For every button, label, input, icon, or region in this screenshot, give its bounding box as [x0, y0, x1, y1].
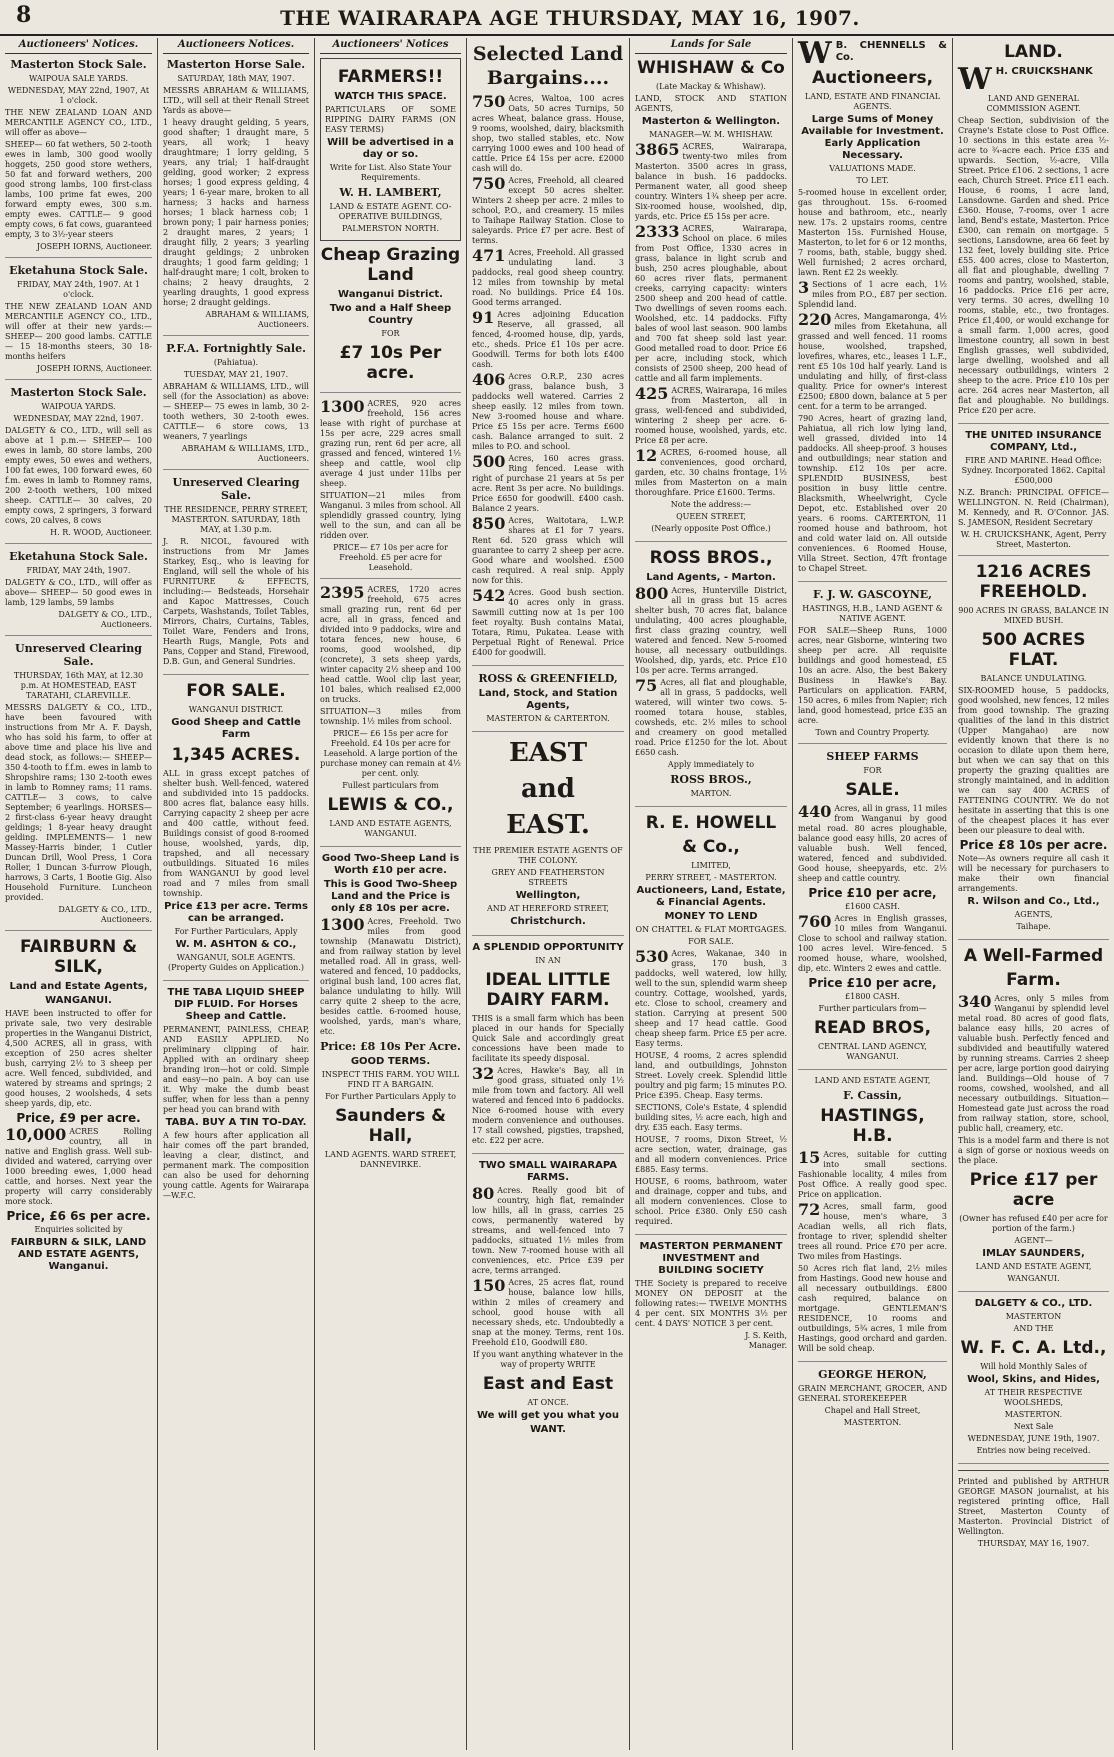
ad-eketahuna-stock-sale: Eketahuna Stock Sale. FRIDAY, MAY 24th, 1907. At 1 o'clock. THE NEW ZEALAND LOAN AND MERCANTILE AGENCY CO., LTD., will offer at their new yards:— SHEEP— 200 good lambs. CATTLE— 15 18-months steers, 30 18-months heifers JOSEPH IORNS, Auctioneer.: [5, 264, 152, 380]
ad-cheap-grazing-land: Cheap Grazing Land Wanganui District. Two and a Half Sheep Country FOR £7 10s Per acre.: [320, 245, 461, 393]
column-7: [953, 38, 1114, 1750]
ad-masterton-horse-sale: Masterton Horse Sale. SATURDAY, 18th MAY, 1907. MESSRS ABRAHAM & WILLIAMS, LTD., will sell at their Renall Street Yards as above— 1 heavy draught gelding, 5 years, good shafter; 1 draught mare, 5 years, all work; 1 heavy draughtmare; 1 lorry gelding, 5 years, any trial; 1 half-draught gelding, good worker; 2 express horses; 1 good express gelding, 4 years; 1 6-year mare, broken to all harness; 3 hacks and harness horses; 1 black harness cob; 1 brown pony; 1 pair harness ponies; 2 draught mares, 2 years; 1 draught filly, 2 years; 3 yearling draught geldings; 2 unbroken draughts; 1 good farm gelding; 1 half-draught mare; 1 colt, broken to chains; 2 heavy draughts, 2 yearling draughts, 1 good express horse; 2 draught geldings. ABRAHAM & WILLIAMS, Auctioneers.: [163, 58, 309, 336]
section-header: Auctioneers' Notices.: [5, 38, 152, 54]
column-6: [793, 38, 953, 1750]
masthead-title: THE WAIRARAPA AGE THURSDAY, MAY 16, 1907.: [280, 6, 860, 30]
ad-selected-land: Selected Land Bargains.... 750 Acres, Waltoa, 100 acres Oats, 50 acres Turnips, 50 acres Wheat, balance grass. House, 9 rooms, woolshed, dairy, blacksmith shop, two stalled stables, etc. Now carrying 1000 ewes and 100 head of cattle. Price £4 15s per acre. £2000 cash will do. 750 Acres, Freehold, all cleared except 50 acres shelter. Winters 2 sheep per acre. 2 miles to school, P.O., and creamery. 15 miles to Taihape Railway Station. Close to saleyards. Price £7 per acre. Best of terms. 471 Acres, Freehold. All grassed undulating land. 3 paddocks, real good sheep country. 12 miles from township by metal road. No buildings. Price £4 10s. Good terms arranged. 91 Acres adjoining Education Reserve, all grassed, all fenced, 4-roomed house, dip, yards, etc., sheds. Price £1 10s per acre. Goodwill. Terms for both lots £400 cash. 406 Acres O.R.P., 230 acres grass, balance bush, 3 paddocks well watered. Carries 2 sheep easily. 12 miles from town. New 3-roomed house and whare. Price £5 15s per acre. Terms £600 cash. Balance arranged to suit. 2 miles to P.O. and school. 500 Acres, 160 acres grass. Ring fenced. Lease with right of purchase 21 years at 5s per acre. Rent 3s per acre. No buildings. Price £650 for goodwill. £400 cash. Balance 2 years. 850 Acres, Waitotara, L.W.P. shares at £1 for 7 years. Rent 6d. 520 grass which will guarantee to carry 2 sheep per acre. Good whare and woolshed. £500 cash required. A real snip. Apply now for this. 542 Acres. Good bush section. 40 acres only in grass. Sawmill cutting now at 1s per 100 feet royalty. Bush contains Matai, Totara, Rimu, Pukatea. Lease with Perpetual Right of Renewal. Price £400 for goodwill.: [472, 42, 624, 666]
ad-eketahuna-stock-sale-2: Eketahuna Stock Sale. FRIDAY, MAY 24th, 1907. DALGETY & CO., LTD., will offer as above— SHEEP— 50 good ewes in lamb, 129 lambs, 59 lambs DALGETY & CO., LTD., Auctioneers.: [5, 550, 152, 636]
ad-cruickshank: LAND. W H. CRUICKSHANK LAND AND GENERAL COMMISSION AGENT. Cheap Section, subdivision of the Crayne's Estate close to Post Office. 10 sections in this estate area ½-acre to ¾-acre each. Price £35 and upwards. Section, ½-acre, Villa Street. Price £106. 2 sections, 1 acre each, Church Street. Price £11 each. House, 6 rooms, 1 acre land, Lansdowne. Garden and shed. Price £360. House, 7-rooms, over 1 acre land, Bend's estate, Masterton. Price £300, can remain on mortgage. 5 sections, Lansdowne, area 66 feet by 132 feet, lovely building site. Price £55. 400 acres, close to Masterton, all flat and ploughable, dwelling 7 rooms and pantry, woolshed, stable, 16 paddocks. Price £16 per acre, very terms. 30 acres, dwelling 10 rooms, stable, etc., two frontages. Price £1,400, or would exchange for a small farm. 1,000 acres, good limestone country, all sown in best English grasses, well subdivided, large dwelling, woolshed and all necessary outbuildings, winters 2 sheep to the acre. Price £10 10s per acre. 264 acres near Masterton, all flat and ploughable. No buildings. Price £20 per acre.: [958, 42, 1109, 424]
imprint: Printed and published by ARTHUR GEORGE MASON journalist, at his registered printing office, Hall Street, Masterton County of Masterton. Provincial District of Wellington. THURSDAY, MAY 16, 1907.: [958, 1470, 1109, 1554]
ad-well-farmed-farm: A Well-Farmed Farm. 340 Acres, only 5 miles from Wanganui by splendid level metal road. 80 acres of good flats, balance easy hills, 20 acres of valuable bush. Perfectly fenced and subdivided and beautifully watered by running streams. Carries 2 sheep per acre, large portion good dairying land. Buildings—Old house of 7 rooms, cowshed, woolshed, and all necessary outbuildings. Situation—Homestead gate just across the road from railway station, store, school, public hall, creamery, etc. This is a model farm and there is not a sign of gorse or noxious weeds on the place. Price £17 per acre (Owner has refused £40 per acre for portion of the farm.) AGENT— IMLAY SAUNDERS, LAND AND ESTATE AGENT, WANGANUI.: [958, 946, 1109, 1292]
ad-farmers: FARMERS!! WATCH THIS SPACE. PARTICULARS OF SOME RIPPING DAIRY FARMS (ON EASY TERMS) Will be advertised in a day or so. Write for List. Also State Your Requirements. W. H. LAMBERT, LAND & ESTATE AGENT. CO-OPERATIVE BUILDINGS, PALMERSTON NORTH.: [320, 58, 461, 241]
ad-1216-acres-freehold: 1216 ACRES FREEHOLD. 900 ACRES IN GRASS, BALANCE IN MIXED BUSH. 500 ACRES FLAT. BALANCE UNDULATING. SIX-ROOMED house, 5 paddocks, good woolshed, new fences, 12 miles from good township. The grazing qualities of the land in this district (Upper Mangahao) are now evidently known that there is no occasion to dilate upon them here, but when we can say that on this property the grazing qualities are strongly maintained, and in addition we can say 400 ACRES of FATTENING COUNTRY. We do not hesitate in asserting that this is one of the cheapest places it has ever been our pleasure to deal with. Price £8 10s per acre. Note—As owners require all cash it will be necessary for purchasers to make their own financial arrangements. R. Wilson and Co., Ltd., AGENTS, Taihape.: [958, 562, 1109, 940]
column-4: [467, 38, 630, 1750]
ad-ross-greenfield: ROSS & GREENFIELD, Land, Stock, and Station Agents, MASTERTON & CARTERTON.: [472, 672, 624, 732]
ad-chennells: W B. CHENNELLS & Co. Auctioneers, LAND, ESTATE AND FINANCIAL AGENTS. Large Sums of Money Available for Investment. Early Application Necessary. VALUATIONS MADE. TO LET. 5-roomed house in excellent order, gas throughout. 15s. 6-roomed house and bathroom, etc., nearly new. 17s. 2 upstairs rooms, centre Masterton 15s. Furnished House, Masterton, to let for 6 or 12 months, 7 rooms, bath, stable, buggy shed. Well furnished; 2 acres orchard, lawn. Rent £2 2s weekly. 3 Sections of 1 acre each, 1½ miles from P.O., £87 per section. Splendid land. 220 Acres, Mangamaronga, 4½ miles from Eketahuna, all grassed and well fenced. 11 rooms house, woolshed, trapshed, lovefires, whares, etc., leases 1 L.F., rent £5 10s 10d half yearly. Land is undulating and hilly, of first-class quality. Price for owner's interest £2500; £800 down, balance at 5 per cent. for a term to be arranged. 790 Acres, heart of grazing land, Pahiatua, all rich low lying land, well grassed, divided into 14 paddocks. All sheep-proof. 3 houses and outbuildings; near station and township. £12 10s per acre. SPLENDID BUSINESS, best position in busy little centre. Blacksmith, Wheelwright, Cycle Depot, etc. Established over 20 years. 6 rooms. CARTERTON, 11 roomed house and bathroom, hot and cold water laid on. All outside conveniences. 6 Roomed House, Villa Street. Section, 47ft frontage to Chapel Street.: [798, 40, 947, 582]
ad-cassin-hastings: LAND AND ESTATE AGENT, F. Cassin, HASTINGS, H.B. 15 Acres, suitable for cutting into small sections. Fashionable locality, 4 miles from Post Office. A really good spec. Price on application. 72 Acres, small farm, good house, men's whare, 3 Acadian wells, all rich flats, frontage to river, splendid shelter trees all round. Price £70 per acre. Two miles from Hastings. 50 Acres rich flat land, 2½ miles from Hastings. Good new house and all necessary outbuildings. £800 cash required, balance on mortgage. GENTLEMAN'S RESIDENCE, 10 rooms and outbuildings, 5¾ acres, 1 mile from Hastings, good orchard and garden. Will be sold cheap.: [798, 1076, 947, 1362]
ad-george-heron: GEORGE HERON, GRAIN MERCHANT, GROCER, AND GENERAL STOREKEEPER Chapel and Hall Street, MASTERTON.: [798, 1368, 947, 1427]
ad-whishaw: WHISHAW & Co (Late Mackay & Whishaw). LAND, STOCK AND STATION AGENTS, Masterton & Wellington. MANAGER—W. M. WHISHAW. 3865 ACRES, Wairarapa, twenty-two miles from Masterton. 3500 acres in grass, balance in bush. 16 paddocks. Permanent water, all good sheep country. Winters 1¾ sheep per acre. Six-roomed house, woolshed, dip, yards, etc. Price £5 15s per acre. 2333 ACRES, Wairarapa, School on place. 6 miles from Post Office, 1330 acres in grass, balance in light scrub and bush, 250 acres ploughable, about 60 acres river flats, permanent creeks, carrying capacity: winters 2500 sheep and 200 head of cattle. Two dwellings of seven rooms each. Woolshed, etc. 14 paddocks. Fifty bales of wool last season. 900 lambs and 700 fat sheep sold last year. Good metalled road to door. Price £6 per acre, including stock, which consists of 2500 sheep, 200 head of cattle and all farm implements. 425 ACRES, Wairarapa, 16 miles from Masterton, all in grass, well-fenced and subdivided, wintering 2 sheep per acre. 6-roomed house, woolshed, yards, etc. Price £8 per acre. 12 ACRES, 6-roomed house, all conveniences, good orchard, garden, etc. 30 chains frontage, 1½ miles from Masterton on a main thoroughfare. Price £1600. Terms. Note the address:— QUEEN STREET, (Nearly opposite Post Office.): [635, 58, 787, 542]
column-3: Auctioneers' Notices FARMERS!! WATCH THIS SPACE. PARTICULARS OF SOME RIPPING DAIRY FARMS (ON EASY TERMS) Will be advertised in a day or so. Write for List. Also State Your Requirements. W. H. LAMBERT, LAND & ESTATE AGENT. CO-OPERATIVE BUILDINGS, PALMERSTON NORTH. Cheap Grazing Land Wanganui District. Two and a Half Sheep Country FOR £7 10s Per acre. 1300 ACRES, 920 acres freehold, 156 acres lease with right of purchase at 15s per acre, 229 acres small grazing run, rent 6d per acre, all grassed and fenced, wintered 1½ sheep and cattle, wool clip average 4 just under 11lbs per sheep. SITUATION—21 miles from Wanganui. 3 miles from school. All splendidly grassed country, lying well to the sun, and can all be ridden over. PRICE— £7 10s per acre for Freehold. £5 per acre for Leasehold. 2395 ACRES, 1720 acres freehold, 675 acres small grazing run, rent 6d per acre, all in grass, fenced and divided into 9 paddocks, wire and totara fences, new house, 6 rooms, good woolshed, dip (concrete), 3 sets sheep yards, winter capacity 2½ sheep and 100 head cattle. Wool clip last year, 101 bales, which realised £2,000 on trucks. SITUATION—3 miles from township. 1½ miles from school. PRICE— £6 15s per acre for Freehold. £4 10s per acre for Leasehold. A large portion of the purchase money can remain at 4½ per cent. only. Fullest particulars from LEWIS & CO., LAND AND ESTATE AGENTS, WANGANUI. Good Two-Sheep Land is Worth £10 per acre. This is Good Two-Sheep Land and the Price is only £8 10s per acre. 1300 Acres, Freehold. Two miles from good township (Manawatu District), and from railway station by level metalled road. All in grass, well-watered and fenced, 10 paddocks, original bush land, 100 acres flat, balance undulating to hilly. Will carry quite 2 sheep to the acre, besides cattle. 6-roomed house, woolshed, yards, man's whare, etc. Price: £8 10s Per Acre. GOOD TERMS. INSPECT THIS FARM. YOU WILL FIND IT A BARGAIN. For Further Particulars Apply to Saunders & Hall, LAND AGENTS. WARD STREET, DANNEVIRKE.: [315, 38, 467, 1750]
ad-1300-acres: 1300 ACRES, 920 acres freehold, 156 acres lease with right of purchase at 15s per acre, 229 acres small grazing run, rent 6d per acre, all grassed and fenced, wintered 1½ sheep and cattle, wool clip average 4 just under 11lbs per sheep. SITUATION—21 miles from Wanganui. 3 miles from school. All splendidly grassed country, lying well to the sun, and can all be ridden over. PRICE— £7 10s per acre for Freehold. £5 per acre for Leasehold.: [320, 399, 461, 579]
ad-ross-bros: ROSS BROS., Land Agents, - Marton. 800 Acres, Hunterville District, all in grass but 15 acres shelter bush, 70 acres flat, balance undulating, 400 acres ploughable, first class grazing country, well watered and fenced. New 5-roomed house, all necessary outbuildings. Woolshed, dip, yards, etc. Price £10 10s per acre. Terms arranged. 75 Acres, all flat and ploughable, all in grass, 5 paddocks, well watered, will winter two cows. 5-roomed totara house, stables, cowsheds, etc. 2½ miles to school and creamery on good metalled road. Price £1250 for the lot. About £650 cash. Apply immediately to ROSS BROS., MARTON.: [635, 548, 787, 807]
column-1: [0, 38, 158, 1750]
ad-unreserved-clearing-sale: Unreserved Clearing Sale. THURSDAY, 16th MAY, at 12.30 p.m. At HOMESTEAD, EAST TARATAHI, CLAREVILLE. MESSRS DALGETY & CO., LTD., have been favoured with instructions from Mr A. F. Daysh, who has sold his farm, to offer at above time and place his live and dead stock, as follows:— SHEEP— 350 4-tooth to f.f.m. ewes in lamb to Shropshire rams; 130 2-tooth ewes in lamb to Romney rams; 11 rams. CATTLE— 3 cows, to calve September; 6 yearlings. HORSES— 2 first-class 6-year heavy draught geldings; 1 8-year heavy draught gelding. IMPLEMENTS— 1 new Massey-Harris binder, 1 Cutler Duncan Drill, Wool Press, 1 Cora Roller, 1 Duncan 3-furrow Plough, harrows, 3 Carts, 1 Bootie Gig. Also Household Furniture. Luncheon provided. DALGETY & CO., LTD., Auctioneers.: [5, 642, 152, 931]
column-2: Auctioneers Notices. Masterton Horse Sale. SATURDAY, 18th MAY, 1907. MESSRS ABRAHAM & WILLIAMS, LTD., will sell at their Renall Street Yards as above— 1 heavy draught gelding, 5 years, good shafter; 1 draught mare, 5 years, all work; 1 heavy draughtmare; 1 lorry gelding, 5 years, any trial; 1 half-draught gelding, good worker; 2 express horses; 1 good express gelding, 4 years; 1 6-year mare, broken to all harness; 3 hacks and harness horses; 1 black harness cob; 1 brown pony; 1 pair harness ponies; 2 draught mares, 2 years; 1 draught filly, 2 years; 3 yearling draught geldings; 2 unbroken draughts; 1 good farm gelding; 1 half-draught mare; 1 colt, broken to chains; 2 heavy draughts, 2 yearling draughts, 1 good express horse; 2 draught geldings. ABRAHAM & WILLIAMS, Auctioneers. P.F.A. Fortnightly Sale. (Pahiatua). TUESDAY, MAY 21, 1907. ABRAHAM & WILLIAMS, LTD., will sell (for the Association) as above:— SHEEP— 75 ewes in lamb, 30 2-tooth wethers, 30 2-tooth ewes. CATTLE— 6 store cows, 13 weaners, 7 yearlings ABRAHAM & WILLIAMS, LTD., Auctioneers. Unreserved Clearing Sale. THE RESIDENCE, PERRY STREET, MASTERTON. SATURDAY, 18th MAY, at 1.30 p.m. J. R. NICOL, favoured with instructions from Mr James Starkey, Esq., who is leaving for England, will sell the whole of his FURNITURE & EFFECTS, including:— Bedsteads, Horsehair and Kapoc Mattresses, Couch Carpets, Washstands, Toilet Tables, Mirrors, Chairs, Curtains, Tables, Toilet Ware, Fenders and Irons, Hearth Rugs, Mangle, Pots and Pans, Copper and Stand, Firewood, D.B. Gun, and General Sundries. FOR SALE. WANGANUI DISTRICT. Good Sheep and Cattle Farm 1,345 ACRES. ALL in grass except patches of shelter bush. Well-fenced, watered and subdivided into 15 paddocks. 800 acres flat, balance easy hills. Carrying capacity 2 sheep per acre and 400 cattle, without feed. Buildings consist of good 8-roomed house, woolshed, yards, dip, trapshed, and all necessary outbuildings. Situated 16 miles from WANGANUI by good level road and 7 miles from small township. Price £13 per acre. Terms can be arranged. For Further Particulars, Apply W. M. ASHTON & CO., WANGANUI, SOLE AGENTS. (Property Guides on Application.) THE TABA LIQUID SHEEP DIP FLUID. For Horses Sheep and Cattle. PERMANENT, PAINLESS, CHEAP, AND EASILY APPLIED. No preliminary clipping of hair. Applied with an ordinary sheep branding iron—hot or cold. Simple and easy—no pain. A boy can use it. Why make the dumb beast suffer, when for less than a penny per head you can brand with TABA. BUY A TIN TO-DAY. A few hours after application all hair comes off the part branded, leaving a clear, distinct, and permanent mark. The composition can also be used for dehorning young cattle. Agents for Wairarapa—W.F.C.: [158, 38, 315, 1750]
ad-masterton-stock-sale-2: Masterton Stock Sale. WAIPOUA YARDS. WEDNESDAY, MAY 22nd, 1907. DALGETY & CO., LTD., will sell as above at 1 p.m.— SHEEP— 100 ewes in lamb, 80 store lambs, 200 empty ewes, 50 ewes and wethers, 100 fat ewes, 100 forward ewes, 60 f.m. ewes in lamb to Romney rams, 200 2-tooth wethers, 100 mixed sheep. CATTLE— 30 calves, 20 empty cows, 2 springers, 3 forward cows, 20 calves, 8 cows H. R. WOOD, Auctioneer.: [5, 386, 152, 544]
page-number: 8: [16, 2, 32, 28]
ad-masterton-stock-sale: Masterton Stock Sale. WAIPOUA SALE YARDS. WEDNESDAY, MAY 22nd, 1907, At 1 o'clock. THE NEW ZEALAND LOAN AND MERCANTILE AGENCY CO., LTD., will offer as above— SHEEP— 60 fat wethers, 50 2-tooth ewes in lamb, 300 good woolly hoggets, 250 good store wethers, 50 fat and forward wethers, 200 good strong lambs, 100 first-class lambs, 100 prime fat ewes, 200 forward empty ewes, 300 s.m. empty ewes. CATTLE— 9 good empty cows, 6 fat cows, guaranteed empty, 3 to 3½-year steers JOSEPH IORNS, Auctioneer.: [5, 58, 152, 258]
masthead: [0, 0, 1114, 36]
column-5: Lands for Sale WHISHAW & Co (Late Mackay & Whishaw). LAND, STOCK AND STATION AGENTS, Masterton & Wellington. MANAGER—W. M. WHISHAW. 3865 ACRES, Wairarapa, twenty-two miles from Masterton. 3500 acres in grass, balance in bush. 16 paddocks. Permanent water, all good sheep country. Winters 1¾ sheep per acre. Six-roomed house, woolshed, dip, yards, etc. Price £5 15s per acre. 2333 ACRES, Wairarapa, School on place. 6 miles from Post Office, 1330 acres in grass, balance in light scrub and bush, 250 acres ploughable, about 60 acres river flats, permanent creeks, carrying capacity: winters 2500 sheep and 200 head of cattle. Two dwellings of seven rooms each. Woolshed, etc. 14 paddocks. Fifty bales of wool last season. 900 lambs and 700 fat sheep sold last year. Good metalled road to door. Price £6 per acre, including stock, which consists of 2500 sheep, 200 head of cattle and all farm implements. 425 ACRES, Wairarapa, 16 miles from Masterton, all in grass, well-fenced and subdivided, wintering 2 sheep per acre. 6-roomed house, woolshed, yards, etc. Price £8 per acre. 12 ACRES, 6-roomed house, all conveniences, good orchard, garden, etc. 30 chains frontage, 1½ miles from Masterton on a main thoroughfare. Price £1600. Terms. Note the address:— QUEEN STREET, (Nearly opposite Post Office.) ROSS BROS., Land Agents, - Marton. 800 Acres, Hunterville District, all in grass but 15 acres shelter bush, 70 acres flat, balance undulating, 400 acres ploughable, first class grazing country, well watered and fenced. New 5-roomed house, all necessary outbuildings. Woolshed, dip, yards, etc. Price £10 10s per acre. Terms arranged. 75 Acres, all flat and ploughable, all in grass, 5 paddocks, well watered, will winter two cows. 5-roomed totara house, stables, cowsheds, etc. 2½ miles to school and creamery on good metalled road. Price £1250 for the lot. About £650 cash. Apply immediately to ROSS BROS., MARTON. R. E. HOWELL & Co., LIMITED, PERRY STREET, - MASTERTON. Auctioneers, Land, Estate, & Financial Agents. MONEY TO LEND ON CHATTEL & FLAT MORTGAGES. FOR SALE. 530 Acres, Wakanae, 340 in grass, 170 bush, 3 paddocks, well watered, low hilly, well to the sun, splendid warm sheep country. Cottage, woolshed, yards, etc. Close to school, creamery and station. Carrying at present 500 sheep and 17 head cattle. Good cheap sheep farm. Price £5 per acre. Easy terms. HOUSE, 4 rooms, 2 acres splendid land, and outbuildings, Johnston Street. Lovely creek. Splendid little poultry and pig farm; 15 minutes P.O. Price £395. Cheap. Easy terms. SECTIONS, Cole's Estate, 4 splendid building sites, ½ acre each, high and dry. £35 each. Easy terms. HOUSE, 7 rooms, Dixon Street, ½ acre section, water, drainage, gas and all modern conveniences. Price £885. Easy terms. HOUSE, 6 rooms, bathroom, water and drainage, copper and tubs, and all modern conveniences. Close to school. Price £380. Only £50 cash required. MASTERTON PERMANENT INVESTMENT and BUILDING SOCIETY THE Society is prepared to receive MONEY ON DEPOSIT at the following rates:— TWELVE MONTHS 4 per cent. SIX MONTHS 3½ per cent. 4 DAYS' NOTICE 3 per cent. J. S. Keith, Manager.: [630, 38, 793, 1750]
ad-residence-sale: Unreserved Clearing Sale. THE RESIDENCE, PERRY STREET, MASTERTON. SATURDAY, 18th MAY, at 1.30 p.m. J. R. NICOL, favoured with instructions from Mr James Starkey, Esq., who is leaving for England, will sell the whole of his FURNITURE & EFFECTS, including:— Bedsteads, Horsehair and Kapoc Mattresses, Couch Carpets, Washstands, Toilet Tables, Mirrors, Chairs, Curtains, Tables, Toilet Ware, Fenders and Irons, Hearth Rugs, Mangle, Pots and Pans, Copper and Stand, Firewood, D.B. Gun, and General Sundries.: [163, 476, 309, 675]
ad-pfa-fortnightly-sale: P.F.A. Fortnightly Sale. (Pahiatua). TUESDAY, MAY 21, 1907. ABRAHAM & WILLIAMS, LTD., will sell (for the Association) as above:— SHEEP— 75 ewes in lamb, 30 2-tooth wethers, 30 2-tooth ewes. CATTLE— 6 store cows, 13 weaners, 7 yearlings ABRAHAM & WILLIAMS, LTD., Auctioneers.: [163, 342, 309, 470]
ad-for-sale-wanganui: FOR SALE. WANGANUI DISTRICT. Good Sheep and Cattle Farm 1,345 ACRES. ALL in grass except patches of shelter bush. Well-fenced, watered and subdivided into 15 paddocks. 800 acres flat, balance easy hills. Carrying capacity 2 sheep per acre and 400 cattle, without feed. Buildings consist of good 8-roomed house, woolshed, yards, dip, trapshed, and all necessary outbuildings. Situated 16 miles from WANGANUI by good level road and 7 miles from small township. Price £13 per acre. Terms can be arranged. For Further Particulars, Apply W. M. ASHTON & CO., WANGANUI, SOLE AGENTS. (Property Guides on Application.): [163, 681, 309, 981]
ad-taba-liquid-dip: THE TABA LIQUID SHEEP DIP FLUID. For Horses Sheep and Cattle. PERMANENT, PAINLESS, CHEAP, AND EASILY APPLIED. No preliminary clipping of hair. Applied with an ordinary sheep branding iron—hot or cold. Simple and easy—no pain. A boy can use it. Why make the dumb beast suffer, when for less than a penny per head you can brand with TABA. BUY A TIN TO-DAY. A few hours after application all hair comes off the part branded, leaving a clear, distinct, and permanent mark. The composition can also be used for dehorning young cattle. Agents for Wairarapa—W.F.C.: [163, 987, 309, 1200]
ad-dalgety-wool: DALGETY & CO., LTD. MASTERTON AND THE W. F. C. A. Ltd., Will hold Monthly Sales of Wool, Skins, and Hides, AT THEIR RESPECTIVE WOOLSHEDS, MASTERTON. Next Sale WEDNESDAY, JUNE 19th, 1907. Entries now being received.: [958, 1298, 1109, 1464]
ad-united-insurance: THE UNITED INSURANCE COMPANY, Ltd., FIRE AND MARINE. Head Office: Sydney. Incorporated 1862. Capital £500,000 N.Z. Branch: PRINCIPAL OFFICE—WELLINGTON. N. Reid (Chairman), M. Kennedy, and R. O'Connor. JAS. S. JAMESON, Resident Secretary W. H. CRUICKSHANK, Agent, Perry Street, Masterton.: [958, 430, 1109, 556]
ad-howell: R. E. HOWELL & Co., LIMITED, PERRY STREET, - MASTERTON. Auctioneers, Land, Estate, & Financial Agents. MONEY TO LEND ON CHATTEL & FLAT MORTGAGES. FOR SALE. 530 Acres, Wakanae, 340 in grass, 170 bush, 3 paddocks, well watered, low hilly, well to the sun, splendid warm sheep country. Cottage, woolshed, yards, etc. Close to school, creamery and station. Carrying at present 500 sheep and 17 head cattle. Good cheap sheep farm. Price £5 per acre. Easy terms. HOUSE, 4 rooms, 2 acres splendid land, and outbuildings, Johnston Street. Lovely creek. Splendid little poultry and pig farm; 15 minutes P.O. Price £395. Cheap. Easy terms. SECTIONS, Cole's Estate, 4 splendid building sites, ½ acre each, high and dry. £35 each. Easy terms. HOUSE, 7 rooms, Dixon Street, ½ acre section, water, drainage, gas and all modern conveniences. Price £885. Easy terms. HOUSE, 6 rooms, bathroom, water and drainage, copper and tubs, and all modern conveniences. Close to school. Price £380. Only £50 cash required.: [635, 813, 787, 1235]
ad-two-sheep-land: Good Two-Sheep Land is Worth £10 per acre. This is Good Two-Sheep Land and the Price is only £8 10s per acre. 1300 Acres, Freehold. Two miles from good township (Manawatu District), and from railway station by level metalled road. All in grass, well-watered and fenced, 10 paddocks, original bush land, 100 acres flat, balance undulating to hilly. Will carry quite 2 sheep to the acre, besides cattle. 6-roomed house, woolshed, yards, man's whare, etc. Price: £8 10s Per Acre. GOOD TERMS. INSPECT THIS FARM. YOU WILL FIND IT A BARGAIN. For Further Particulars Apply to Saunders & Hall, LAND AGENTS. WARD STREET, DANNEVIRKE.: [320, 853, 461, 1169]
ad-fairburn-silk: FAIRBURN & SILK, Land and Estate Agents, WANGANUI. HAVE been instructed to offer for private sale, two very desirable properties in the Wanganui District, 4,500 ACRES, all in grass, with exception of 250 acres shelter bush, carrying 2½ to 3 sheep per acre. Well fenced, subdivided, and watered by streams and springs; 2 good houses, 2 woolsheds, 4 sets sheep yards, dip, etc. Price, £9 per acre. 10,000 ACRES Rolling country, all in native and English grass. Well sub-divided and watered, carrying over 1000 breeding ewes, 1,000 head cattle, and horses. Next year the property will carry considerably more stock. Price, £6 6s per acre. Enquiries solicited by FAIRBURN & SILK, LAND AND ESTATE AGENTS, Wanganui.: [5, 937, 152, 1272]
ad-sheep-farms: SHEEP FARMS FOR SALE. 440 Acres, all in grass, 11 miles from Wanganui by good metal road. 80 acres ploughable, balance good easy hills, 20 acres of valuable bush. Well fenced, watered, fenced and subdivided. Good house, sheepyards, etc. 2½ sheep and cattle country. Price £10 per acre, £1600 CASH. 760 Acres in English grasses, 10 miles from Wanganui. Close to school and railway station. 100 acres level. Wire-fenced. 5 roomed house, whare, woolshed, dip, etc. Winters 2 ewes and cattle. Price £10 per acre, £1800 CASH. Further particulars from— READ BROS, CENTRAL LAND AGENCY, WANGANUI.: [798, 750, 947, 1070]
ad-two-small-wairarapa-farms: TWO SMALL WAIRARAPA FARMS. 80 Acres. Really good bit of country, high flat, remainder low hills, all in grass, carries 25 cows, permanently watered by streams, and well-fenced into 7 paddocks, situated 1½ miles from town. New 7-roomed house with all conveniences, etc. Price £39 per acre, terms arranged. 150 Acres, 25 acres flat, round house, balance low hills, within 2 miles of creamery and school, good house with all necessary sheds, etc. Undoubtedly a snap at the money. Terms, rent 10s. Freehold £10, Goodwill £80. If you want anything whatever in the way of property WRITE East and East AT ONCE. We will get you what you WANT.: [472, 1160, 624, 1435]
ad-2395-acres: 2395 ACRES, 1720 acres freehold, 675 acres small grazing run, rent 6d per acre, all in grass, fenced and divided into 9 paddocks, wire and totara fences, new house, 6 rooms, good woolshed, dip (concrete), 3 sets sheep yards, winter capacity 2½ sheep and 100 head cattle. Wool clip last year, 101 bales, which realised £2,000 on trucks. SITUATION—3 miles from township. 1½ miles from school. PRICE— £6 15s per acre for Freehold. £4 10s per acre for Leasehold. A large portion of the purchase money can remain at 4½ per cent. only. Fullest particulars from LEWIS & CO., LAND AND ESTATE AGENTS, WANGANUI.: [320, 585, 461, 847]
ad-east-and-east: EAST and EAST. THE PREMIER ESTATE AGENTS OF THE COLONY. GREY AND FEATHERSTON STREETS Wellington, AND AT HEREFORD STREET, Christchurch.: [472, 738, 624, 936]
ad-ideal-little-dairy-farm: A SPLENDID OPPORTUNITY IN AN IDEAL LITTLE DAIRY FARM. THIS is a small farm which has been placed in our hands for Specially Quick Sale and accordingly great concessions have been made to facilitate its speedy disposal. 32 Acres, Hawke's Bay, all in good grass, situated only 1½ mile from town and factory. All well watered and fenced into 6 paddocks. Nice 6-roomed house with every modern convenience and outhouses. 17 stall cowshed, pigsties, trapshed, etc. £22 per acre.: [472, 942, 624, 1154]
ad-gascoyne: F. J. W. GASCOYNE, HASTINGS, H.B., LAND AGENT & NATIVE AGENT. FOR SALE—Sheep Runs, 1000 acres, near Gisborne, wintering two sheep per acre. All requisite buildings and good homestead, £5 10s an acre. Also, the best Bakery Business in Hawke's Bay. Particulars on application. FARM, 150 acres, 6 miles from Napier; rich land, good homestead, price £35 an acre. Town and Country Property.: [798, 588, 947, 744]
ad-masterton-permanent-society: MASTERTON PERMANENT INVESTMENT and BUILDING SOCIETY THE Society is prepared to receive MONEY ON DEPOSIT at the following rates:— TWELVE MONTHS 4 per cent. SIX MONTHS 3½ per cent. 4 DAYS' NOTICE 3 per cent. J. S. Keith, Manager.: [635, 1241, 787, 1350]
